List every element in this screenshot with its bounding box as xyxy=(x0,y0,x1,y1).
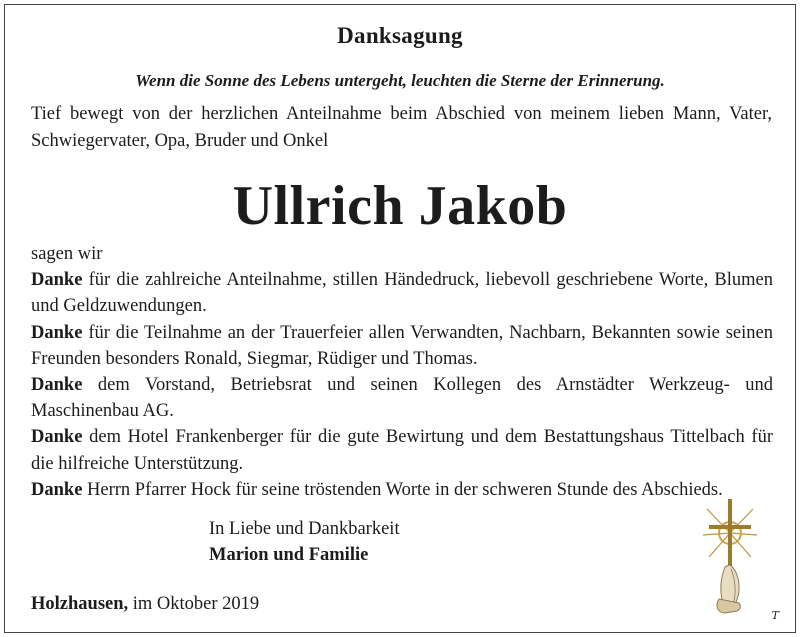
motto: Wenn die Sonne des Lebens untergeht, leuchten die Sterne der Erinnerung. xyxy=(135,71,665,90)
danke-word: Danke xyxy=(31,427,83,448)
date: im Oktober 2019 xyxy=(128,594,260,614)
place-date xyxy=(31,594,259,615)
obituary-notice xyxy=(4,4,796,633)
closing-block xyxy=(209,516,400,568)
danke-word: Danke xyxy=(31,479,83,500)
notice-title: Danksagung xyxy=(337,23,463,48)
thanks-text: für die Teilnahme an der Trauerfeier allen Verwandten, Nachbarn, Bekannten sowie seinen Freunden besonders Ronald, Siegmar, Rüdiger und Thomas. xyxy=(31,322,773,369)
cross-with-praying-hands-icon xyxy=(695,495,765,617)
thanks-text: für die zahlreiche Anteilnahme, stillen Händedruck, liebevoll geschriebene Worte, Blumen und Geldzuwendungen. xyxy=(31,270,773,317)
deceased-name: Ullrich Jakob xyxy=(232,175,568,237)
lead-text: sagen wir xyxy=(31,244,103,264)
intro-text: Tief bewegt von der herzlichen Anteilnahme beim Abschied von meinem lieben Mann, Vater, Schwiegervater, Opa, Bruder und Onkel xyxy=(31,104,772,151)
thanks-paragraph xyxy=(31,372,773,424)
closing-text: In Liebe und Dankbarkeit xyxy=(209,519,400,539)
danke-word: Danke xyxy=(31,270,83,291)
thanks-paragraph xyxy=(31,267,773,319)
publisher-mark: T xyxy=(771,609,779,622)
thanks-text: dem Hotel Frankenberger für die gute Bewirtung und dem Bestattungshaus Tittelbach für die hilfreiche Unterstützung. xyxy=(31,427,773,474)
thanks-text: dem Vorstand, Betriebsrat und seinen Kollegen des Arnstädter Werkzeug- und Maschinenbau AG. xyxy=(31,375,773,422)
thanks-paragraph xyxy=(31,424,773,476)
thanks-text: Herrn Pfarrer Hock für seine tröstenden Worte in der schweren Stunde des Abschieds. xyxy=(82,479,723,500)
danke-word: Danke xyxy=(31,375,83,396)
thanks-paragraph xyxy=(31,477,773,503)
danke-word: Danke xyxy=(31,322,83,343)
signature: Marion und Familie xyxy=(209,545,369,565)
thanks-paragraph xyxy=(31,320,773,372)
thanks-body xyxy=(31,241,773,503)
place: Holzhausen, xyxy=(31,594,129,614)
